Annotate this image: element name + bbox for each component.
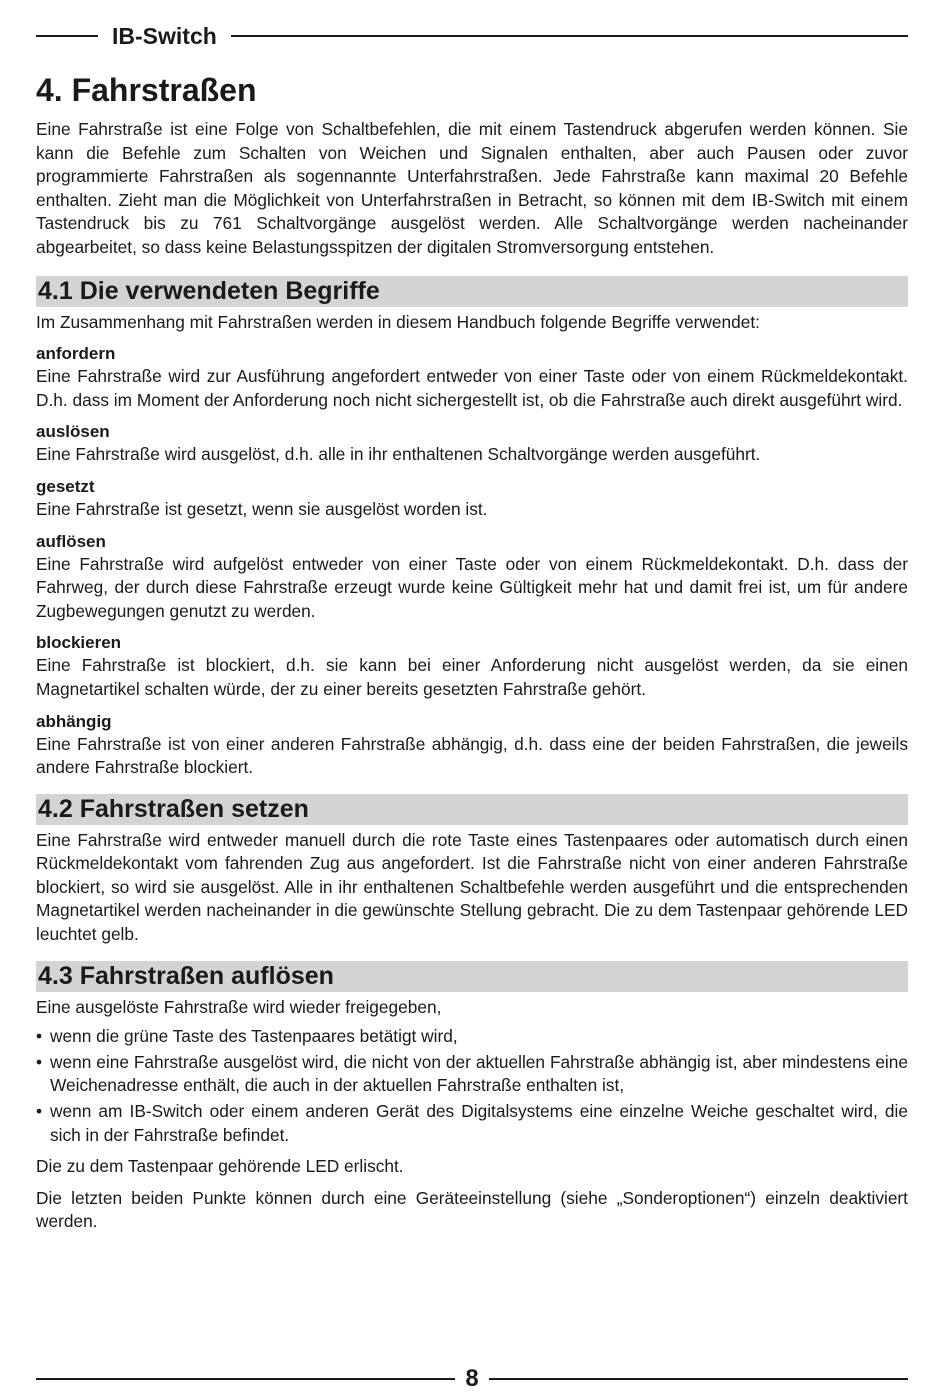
list-item-text: wenn die grüne Taste des Tastenpaares betätigt wird, <box>50 1026 458 1047</box>
term-label: auslösen <box>36 422 110 442</box>
chapter-intro: Eine Fahrstraße ist eine Folge von Schaltbefehlen, die mit einem Tastendruck abgerufen werden können. Sie kann die Befehle zum Schalten von Weichen und Signalen enthalten, aber auch Pausen oder zuvor programmierte Fahrstraßen als sogennannte Unterfahrstraßen. Jede Fahrstraße kann maximal 20 Befehle enthalten. Zieht man die Möglichkeit von Unterfahrstraßen in Betracht, so können mit dem IB-Switch mit einem Tastendruck bis zu 761 Schaltvorgänge ausgelöst werden. Alle Schaltvorgänge werden nacheinander abgearbeitet, so dass keine Belastungsspitzen der digitalen Stromversorgung entstehen. <box>36 119 908 257</box>
bullet-list <box>36 1025 908 1147</box>
term-definition: Eine Fahrstraße ist gesetzt, wenn sie ausgelöst worden ist. <box>36 498 488 519</box>
section-4-1-intro: Im Zusammenhang mit Fahrstraßen werden in diesem Handbuch folgende Begriffe verwendet: <box>36 311 760 332</box>
page-content <box>36 70 908 1234</box>
list-item <box>36 1100 908 1147</box>
term-label: abhängig <box>36 711 112 731</box>
section-heading-4-1: 4.1 Die verwendeten Begriffe <box>36 276 908 307</box>
page-number: 8 <box>465 1365 479 1392</box>
page-header <box>36 22 908 50</box>
list-item-text: wenn eine Fahrstraße ausgelöst wird, die nicht von der aktuellen Fahrstraße abhängig ist, aber mindestens eine Weichenadresse enthält, die auch in der aktuellen Fahrstraße enthalten ist, <box>50 1051 908 1096</box>
term-label: blockieren <box>36 633 122 653</box>
section-heading-4-3: 4.3 Fahrstraßen auflösen <box>36 961 908 992</box>
chapter-title: 4. Fahrstraßen <box>36 72 257 108</box>
term-list <box>36 342 908 780</box>
term-label: auflösen <box>36 531 106 551</box>
term-definition: Eine Fahrstraße ist von einer anderen Fahrstraße abhängig, d.h. dass eine der beiden Fahrstraßen, die jeweils andere Fahrstraße blockiert. <box>36 733 908 778</box>
bullet-icon: • <box>36 1101 43 1122</box>
page-footer <box>36 1366 908 1392</box>
term-definition: Eine Fahrstraße wird ausgelöst, d.h. alle in ihr enthaltenen Schaltvorgänge werden ausgeführt. <box>36 444 761 465</box>
header-title: IB-Switch <box>112 22 217 49</box>
term-definition: Eine Fahrstraße ist blockiert, d.h. sie kann bei einer Anforderung nicht ausgelöst werden, da sie einen Magnetartikel schalten würde, der zu einer bereits gesetzten Fahrstraße gehört. <box>36 655 908 699</box>
section-heading-4-2: 4.2 Fahrstraßen setzen <box>36 794 908 825</box>
list-item <box>36 1025 908 1049</box>
term-label: gesetzt <box>36 476 95 496</box>
section-4-3-intro: Eine ausgelöste Fahrstraße wird wieder freigegeben, <box>36 996 442 1017</box>
section-4-2-text: Eine Fahrstraße wird entweder manuell durch die rote Taste eines Tastenpaares oder automatisch durch einen Rückmeldekontakt vom fahrenden Zug aus angefordert. Ist die Fahrstraße nicht von einer anderen Fahrstraße blockiert, so wird sie ausgelöst. Alle in ihr enthaltenen Schaltbefehle werden ausgeführt und die entsprechenden Magnetartikel werden nacheinander in die gewünschte Stellung gebracht. Die zu dem Tastenpaar gehörende LED leuchtet gelb. <box>36 829 908 945</box>
section-4-3-after-2: Die letzten beiden Punkte können durch eine Geräteeinstellung (siehe „Sonderoptionen“) einzeln deaktiviert werden. <box>36 1187 908 1232</box>
bullet-icon: • <box>36 1026 43 1047</box>
header-rule-left <box>36 35 98 37</box>
header-rule-right <box>231 35 908 37</box>
term-definition: Eine Fahrstraße wird zur Ausführung angefordert entweder von einer Taste oder von einem Rückmeldekontakt. D.h. dass im Moment der Anforderung noch nicht sichergestellt ist, ob die Fahrstraße auch direkt ausgeführt wird. <box>36 366 908 410</box>
list-item <box>36 1051 908 1098</box>
list-item-text: wenn am IB-Switch oder einem anderen Gerät des Digitalsystems eine einzelne Weiche geschaltet wird, die sich in der Fahrstraße befindet. <box>50 1101 908 1145</box>
term-definition: Eine Fahrstraße wird aufgelöst entweder von einer Taste oder von einem Rückmeldekontakt. D.h. dass der Fahrweg, der durch diese Fahrstraße erzeugt wurde keine Gültigkeit mehr hat und damit frei ist, um für andere Zugbewegungen genutzt zu werden. <box>36 553 908 621</box>
footer-rule-right <box>489 1378 908 1380</box>
section-4-3-after-1: Die zu dem Tastenpaar gehörende LED erlischt. <box>36 1156 404 1177</box>
bullet-icon: • <box>36 1051 43 1072</box>
footer-rule-left <box>36 1378 455 1380</box>
term-label: anfordern <box>36 344 116 364</box>
